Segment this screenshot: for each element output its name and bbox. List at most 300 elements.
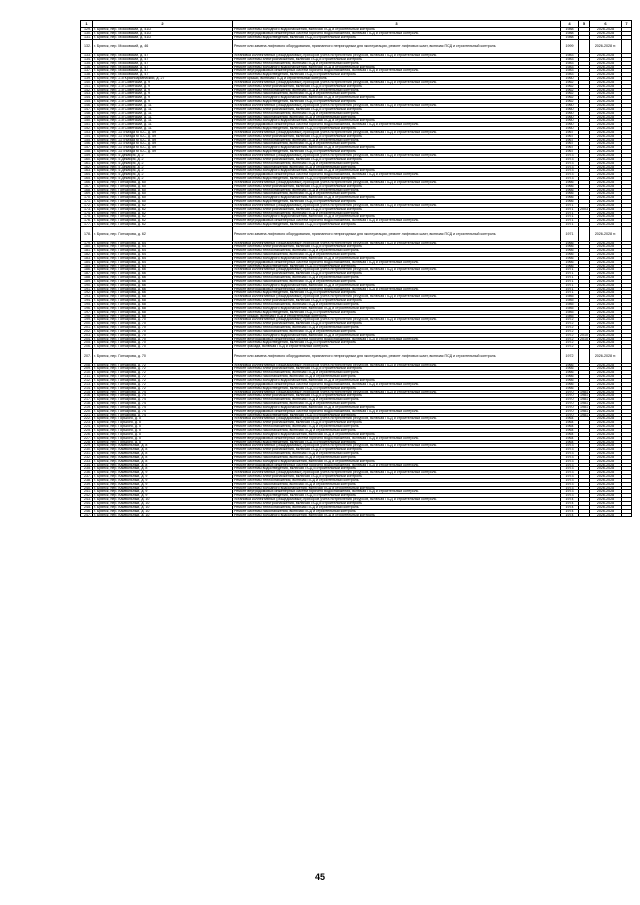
row-work-type: Ремонт системы электроснабжения, включая ПСД и строительный контроль (233, 448, 561, 452)
row-address: г. Брянск, пер. 22 съезда КПСС, д. 59 (93, 146, 233, 150)
row-year-built: 1972 (561, 337, 579, 341)
row-work-type: Ремонт системы холодного водоснабжения, включая ПСД и строительный контроль (233, 379, 561, 383)
row-address: г. Брянск, пер. Камвольный, д. 9 (93, 490, 233, 494)
row-number: 188. (81, 276, 93, 280)
row-period: 2026-2028 гг. (590, 39, 622, 54)
row-year-built: 1985 (561, 303, 579, 307)
row-year-built: 1971 (561, 203, 579, 207)
row-year-built: 1971 (561, 283, 579, 287)
row-work-type: Установка коллективных (общедомовых) приборов учета потребления ресурсов, включая ПСД и строительный контроль (233, 318, 561, 322)
row-year-built: 1964 (561, 425, 579, 429)
row-work-type: Ремонт системы газоснабжения, включая ПСД и строительный контроль (233, 428, 561, 432)
row-work-type: Установка коллективных (общедомовых) приборов учета потребления ресурсов, включая ПСД и строительный контроль (233, 80, 561, 84)
row-year-repair: 2010 (580, 337, 588, 341)
row-address: г. Брянск, пер. Гончарова, д. 72 (93, 386, 233, 390)
row-year-built: 1972 (561, 349, 579, 364)
row-period: 2026-2028 (590, 138, 622, 142)
row-work-type: Ремонт системы газоснабжения, включая ПСД и строительный контроль (233, 165, 561, 169)
row-period: 2026-2028 (590, 413, 622, 417)
row-year-repair (579, 349, 590, 364)
row-address: г. Брянск, пер. Камвольный, д. 9 (93, 471, 233, 475)
row-year-repair: 1981 (580, 390, 588, 394)
row-year-built: 1971 (561, 207, 579, 211)
row-number: 193. (81, 295, 93, 299)
page-number: 45 (314, 872, 325, 882)
row-work-type: Ремонт системы электроснабжения, включая ПСД и строительный контроль (233, 421, 561, 425)
row-work-type: Ремонт системы теплоснабжения, включая ПСД и строительный контроль (233, 249, 561, 253)
row-address: г. Брянск, пер. Гончарова, д. 64 (93, 256, 233, 260)
row-number: 187. (81, 272, 93, 276)
row-address: г. Брянск, пер. 22 съезда КПСС, д. 59 (93, 142, 233, 146)
row-work-type: Ремонт внутридомовых инженерных систем горячего водоснабжения, включая ПСД и строительный контроль (233, 260, 561, 264)
row-period: 2026-2028 (590, 142, 622, 146)
col-header-period: 6 (590, 21, 622, 28)
row-year-built: 1972 (561, 329, 579, 333)
row-address: г. Брянск, пер. Камвольный, д. 10 (93, 498, 233, 502)
row-number: 214. (81, 386, 93, 390)
row-year-built: 1971 (561, 211, 579, 215)
row-period: 2026-2028 (590, 157, 622, 161)
row-period: 2026-2028 (590, 333, 622, 337)
row-number: 166. (81, 180, 93, 184)
row-work-type: Установка коллективных (общедомовых) приборов учета потребления ресурсов, включая ПСД и строительный контроль (233, 390, 561, 394)
row-year-built: 1966 (561, 256, 579, 260)
row-period: 2026-2028 (590, 363, 622, 367)
col-header-year-repair: 5 (579, 21, 590, 28)
row-number: 209. (81, 367, 93, 371)
row-year-built: 1973 (561, 448, 579, 452)
row-number: 227. (81, 436, 93, 440)
row-work-type: Ремонт системы теплоснабжения, включая ПСД и строительный контроль (233, 161, 561, 165)
row-address: г. Брянск, пер. Гончарова, д. 72 (93, 382, 233, 386)
row-work-type: Ремонт системы холодного водоснабжения, включая ПСД и строительный контроль (233, 486, 561, 490)
row-period: 2026-2028 (590, 165, 622, 169)
row-year-built: 1974 (561, 513, 579, 517)
row-address: г. Брянск, пер. Гончарова, д. 74 (93, 390, 233, 394)
row-year-built: 1972 (561, 318, 579, 322)
row-address: г. Брянск, пер. Гончарова, д. 66 (93, 272, 233, 276)
row-year-built: 1960 (561, 127, 579, 131)
row-number: 244. (81, 502, 93, 506)
row-number: 192. (81, 291, 93, 295)
row-number: 232. (81, 455, 93, 459)
row-work-type: Установка коллективных (общедомовых) приборов учета потребления ресурсов, включая ПСД и строительный контроль (233, 363, 561, 367)
row-number: 148. (81, 111, 93, 115)
row-period: 2026-2028 (590, 130, 622, 134)
row-year-repair: 2010 (580, 333, 588, 337)
row-year-built: 1966 (561, 379, 579, 383)
row-address: г. Брянск, пер. Гончарова, д. 66 (93, 279, 233, 283)
row-year-built: 1974 (561, 498, 579, 502)
row-address: г. Брянск, пер. Гончарова, д. 64 (93, 241, 233, 245)
row-work-type: Ремонт внутридомовых инженерных систем горячего водоснабжения, включая ПСД и строительный контроль (233, 436, 561, 440)
row-work-type: Ремонт системы теплоснабжения, включая ПСД и строительный контроль (233, 326, 561, 330)
row-address: г. Брянск, пер. Камвольный, д. 8 (93, 467, 233, 471)
row-work-type: Ремонт внутридомовых инженерных систем горячего водоснабжения, включая ПСД и строительный контроль (233, 490, 561, 494)
row-work-type: Ремонт системы водоотведения, включая ПСД и строительный контроль (233, 291, 561, 295)
row-period: 2026-2028 (590, 478, 622, 482)
row-year-built: 1983 (561, 73, 579, 77)
row-period: 2026-2028 (590, 188, 622, 192)
row-work-type: Ремонт системы водоотведения, включая ПСД и строительный контроль (233, 264, 561, 268)
row-number: 159. (81, 153, 93, 157)
row-period: 2026-2028 (590, 405, 622, 409)
row-period: 2026-2028 (590, 31, 622, 35)
row-address: г. Брянск, пер. Гончарова, д. 60 (93, 192, 233, 196)
row-year-built: 1970 (561, 390, 579, 394)
row-work-type: Ремонт системы газоснабжения, включая ПСД и строительный контроль (233, 482, 561, 486)
row-year-built: 1983 (561, 65, 579, 69)
row-address: г. Брянск, пер. 2-й Советский, д. 9 (93, 84, 233, 88)
row-year-built: 1971 (561, 227, 579, 242)
row-period: 2026-2028 (590, 203, 622, 207)
row-address: г. Брянск, пер. Гончарова, д. 66 (93, 276, 233, 280)
row-work-type: Ремонт системы водоотведения, включая ПСД и строительный контроль (233, 150, 561, 154)
row-number: 219. (81, 405, 93, 409)
row-work-type: Установка коллективных (общедомовых) приборов учета потребления ресурсов, включая ПСД и строительный контроль (233, 268, 561, 272)
row-work-type: Ремонт системы газоснабжения, включая ПСД и строительный контроль (233, 253, 561, 257)
row-work-type: Ремонт системы теплоснабжения, включая ПСД и строительный контроль (233, 452, 561, 456)
row-year-built: 1999 (561, 39, 579, 54)
row-number: 131. (81, 35, 93, 39)
row-period: 2026-2028 (590, 299, 622, 303)
row-work-type: Ремонт системы электроснабжения, включая ПСД и строительный контроль (233, 57, 561, 61)
table-row (81, 227, 632, 242)
row-address: г. Брянск, пер. 5 Декабря, д. 2 (93, 161, 233, 165)
row-number: 224. (81, 425, 93, 429)
row-work-type: Ремонт системы водоотведения, включая ПСД и строительный контроль (233, 494, 561, 498)
row-period: 2026-2028 (590, 276, 622, 280)
row-number: 143. (81, 92, 93, 96)
row-number: 223. (81, 421, 93, 425)
row-address: г. Брянск, пер. Камвольный, д. 8 (93, 459, 233, 463)
row-period: 2026-2028 (590, 123, 622, 127)
row-period: 2026-2028 (590, 260, 622, 264)
row-year-built: 1974 (561, 502, 579, 506)
row-year-built: 1967 (561, 142, 579, 146)
row-address: г. Брянск, пер. Гончарова, д. 68 (93, 299, 233, 303)
row-year-built: 1964 (561, 436, 579, 440)
row-work-type: Ремонт системы теплоснабжения, включая ПСД и строительный контроль (233, 88, 561, 92)
row-period: 2026-2028 (590, 436, 622, 440)
row-number: 147. (81, 107, 93, 111)
row-year-built: 1964 (561, 440, 579, 444)
row-address: г. Брянск, пер. Камвольный, д. 9 (93, 482, 233, 486)
row-number: 130. (81, 31, 93, 35)
row-address: г. Брянск, пер. Горького, д. 5 (93, 436, 233, 440)
row-address: г. Брянск, пер. Горького, д. 5 (93, 421, 233, 425)
row-period: 2026-2028 (590, 310, 622, 314)
row-work-type: Ремонт системы водоотведения, включая ПСД и строительный контроль (233, 440, 561, 444)
row-year-built: 1966 (561, 386, 579, 390)
row-period: 2026-2028 (590, 379, 622, 383)
row-number: 211. (81, 375, 93, 379)
row-work-type: Ремонт системы электроснабжения, включая ПСД и строительный контроль (233, 134, 561, 138)
row-number: 162. (81, 165, 93, 169)
row-period: 2026-2028 (590, 134, 622, 138)
row-work-type: Ремонт системы электроснабжения, включая ПСД и строительный контроль (233, 184, 561, 188)
row-year-built: 1972 (561, 345, 579, 349)
row-address: г. Брянск, пер. Московский, д. 47 (93, 69, 233, 73)
row-year-built: 1967 (561, 130, 579, 134)
row-work-type: Ремонт системы холодного водоснабжения, включая ПСД и строительный контроль (233, 146, 561, 150)
row-period: 2026-2028 (590, 425, 622, 429)
row-period: 2026-2028 (590, 256, 622, 260)
row-work-type: Ремонт крыши, включая ПСД и строительный контроль (233, 314, 561, 318)
row-address: г. Брянск, пер. 5 Декабря, д. 2 (93, 157, 233, 161)
row-period: 2026-2028 (590, 84, 622, 88)
row-work-type: Ремонт системы электроснабжения, включая ПСД и строительный контроль (233, 367, 561, 371)
row-period: 2026-2028 (590, 498, 622, 502)
row-address: г. Брянск, пер. Камвольный, д. 9 (93, 475, 233, 479)
row-work-type: Ремонт системы газоснабжения, включая ПСД и строительный контроль (233, 115, 561, 119)
row-address: г. Брянск, пер. 2-й Советский, д. 9 (93, 92, 233, 96)
row-address: г. Брянск, пер. Гончарова, д. 62 (93, 215, 233, 219)
row-work-type: Ремонт системы холодного водоснабжения, включая ПСД и строительный контроль (233, 215, 561, 219)
row-address: г. Брянск, пер. Московский, д. 47 (93, 65, 233, 69)
row-address: г. Брянск, пер. 2-й Советский, д. 11 (93, 123, 233, 127)
row-address: г. Брянск, пер. Гончарова, д. 66 (93, 283, 233, 287)
row-year-built: 1966 (561, 264, 579, 268)
row-number: 237. (81, 475, 93, 479)
row-year-built: 1973 (561, 490, 579, 494)
row-year-built: 1970 (561, 409, 579, 413)
row-period: 2026-2028 (590, 509, 622, 513)
row-address: г. Брянск, пер. 2-й Советский, д. 11 (93, 104, 233, 108)
row-year-built: 1970 (561, 413, 579, 417)
row-address: г. Брянск, пер. Гончарова, д. 74 (93, 402, 233, 406)
row-year-built: 1966 (561, 371, 579, 375)
row-period: 2026-2028 (590, 153, 622, 157)
row-number: 144. (81, 96, 93, 100)
row-year-built: 1964 (561, 432, 579, 436)
row-address: г. Брянск, пер. Московский, д. 41/2 (93, 31, 233, 35)
row-year-built: 1973 (561, 486, 579, 490)
row-address: г. Брянск, пер. Камвольный, д. 8 (93, 444, 233, 448)
row-year-repair: 1981 (580, 397, 588, 402)
row-year-built: 1960 (561, 104, 579, 108)
row-year-built: 1967 (561, 134, 579, 138)
row-number: 215. (81, 390, 93, 394)
row-address: г. Брянск, пер. Горького, д. 5 (93, 425, 233, 429)
row-period: 2026-2028 (590, 219, 622, 223)
row-address: г. Брянск, пер. 5 Декабря, д. 2 (93, 153, 233, 157)
row-period: 2026-2028 (590, 505, 622, 509)
row-period: 2026-2028 (590, 318, 622, 322)
row-year-repair (579, 513, 590, 517)
col-header-address: 2 (93, 21, 233, 28)
row-number: 153. (81, 130, 93, 134)
row-period: 2026-2028 (590, 341, 622, 345)
row-year-built: 1964 (561, 417, 579, 421)
row-address: г. Брянск, пер. 2-й Советский, д. 9 (93, 88, 233, 92)
row-address: г. Брянск, пер. 22 съезда КПСС, д. 59 (93, 134, 233, 138)
row-address: г. Брянск, пер. Гончарова, д. 60 (93, 180, 233, 184)
row-number: 204. (81, 337, 93, 341)
row-work-type: Ремонт крыши, включая ПСД и строительный контроль (233, 77, 561, 81)
row-work-type: Установка коллективных (общедомовых) приборов учета потребления ресурсов, включая ПСД и строительный контроль (233, 153, 561, 157)
row-period: 2026-2028 (590, 28, 622, 32)
row-address: г. Брянск, пер. 2-й Советский, д. 9 (93, 96, 233, 100)
row-period: 2026-2028 (590, 475, 622, 479)
row-work-type: Ремонт системы газоснабжения, включая ПСД и строительный контроль (233, 142, 561, 146)
row-period: 2026-2028 гг. (590, 349, 622, 364)
row-number: 150. (81, 119, 93, 123)
row-period: 2026-2028 (590, 444, 622, 448)
row-period: 2026-2028 (590, 386, 622, 390)
row-year-built: 1967 (561, 150, 579, 154)
row-number: 156. (81, 142, 93, 146)
row-number: 213. (81, 382, 93, 386)
row-work-type: Ремонт внутридомовых инженерных систем горячего водоснабжения, включая ПСД и строительный контроль (233, 337, 561, 341)
row-period: 2026-2028 (590, 421, 622, 425)
row-year-built: 1985 (561, 310, 579, 314)
row-number: 198. (81, 314, 93, 318)
row-address: г. Брянск, пер. Московский, д. 47 (93, 61, 233, 65)
row-year-built: 1966 (561, 192, 579, 196)
row-work-type: Ремонт системы холодного водоснабжения, включая ПСД и строительный контроль (233, 405, 561, 409)
row-period: 2026-2028 (590, 207, 622, 211)
row-year-repair: 1981 (580, 409, 588, 413)
row-period: 2026-2028 (590, 326, 622, 330)
row-address: г. Брянск, пер. Камвольный, д. 9 (93, 486, 233, 490)
row-number: 142. (81, 88, 93, 92)
row-period: 2026-2028 (590, 241, 622, 245)
row-period: 2026-2028 (590, 452, 622, 456)
row-work-type: Ремонт системы водоотведения, включая ПСД и строительный контроль (233, 127, 561, 131)
row-address: г. Брянск, пер. Гончарова, д. 74 (93, 398, 233, 402)
table-row (81, 39, 632, 54)
row-number: 129. (81, 28, 93, 32)
row-period: 2026-2028 (590, 459, 622, 463)
row-period: 2026-2028 (590, 69, 622, 73)
row-year-built: 1983 (561, 57, 579, 61)
row-period: 2026-2028 (590, 494, 622, 498)
row-number: 245. (81, 505, 93, 509)
row-work-type: Ремонт системы водоотведения, включая ПСД и строительный контроль (233, 73, 561, 77)
row-period: 2026-2028 (590, 287, 622, 291)
row-year-built: 1970 (561, 402, 579, 406)
row-period: 2026-2028 (590, 177, 622, 181)
row-number: 181. (81, 249, 93, 253)
row-period: 2026-2028 (590, 390, 622, 394)
row-period: 2026-2028 (590, 92, 622, 96)
row-work-type: Установка коллективных (общедомовых) приборов учета потребления ресурсов, включая ПСД и строительный контроль (233, 54, 561, 58)
row-address: г. Брянск, пер. Московский, д. 41/2 (93, 28, 233, 32)
row-number: 167. (81, 184, 93, 188)
row-year-repair: 1981 (580, 401, 588, 406)
row-number: 246. (81, 509, 93, 513)
row-number: 220. (81, 409, 93, 413)
row-year-repair: 2003 (580, 207, 588, 211)
row-year-built: 1988 (561, 28, 579, 32)
row-period: 2026-2028 (590, 490, 622, 494)
row-number: 206. (81, 345, 93, 349)
row-year-repair: 1981 (580, 413, 588, 417)
row-period: 2026-2028 (590, 211, 622, 215)
row-number: 200. (81, 322, 93, 326)
row-number: 234. (81, 463, 93, 467)
row-period: 2026-2028 (590, 502, 622, 506)
row-period: 2026-2028 (590, 146, 622, 150)
row-work-type: Ремонт системы теплоснабжения, включая ПСД и строительный контроль (233, 371, 561, 375)
row-work-type: Установка коллективных (общедомовых) приборов учета потребления ресурсов, включая ПСД и строительный контроль (233, 498, 561, 502)
row-work-type: Ремонт системы теплоснабжения, включая ПСД и строительный контроль (233, 505, 561, 509)
row-work-type: Ремонт системы электроснабжения, включая ПСД и строительный контроль (233, 84, 561, 88)
row-number: 217. (81, 398, 93, 402)
row-work-type: Ремонт системы холодного водоснабжения, включая ПСД и строительный контроль (233, 119, 561, 123)
row-year-built: 1971 (561, 291, 579, 295)
row-work-type: Ремонт системы электроснабжения, включая ПСД и строительный контроль (233, 157, 561, 161)
row-period: 2026-2028 (590, 303, 622, 307)
row-year-repair (579, 39, 590, 54)
row-number: 151. (81, 123, 93, 127)
row-number: 177. (81, 223, 93, 227)
row-year-built: 1971 (561, 268, 579, 272)
row-year-built: 1973 (561, 157, 579, 161)
row-number: 230. (81, 448, 93, 452)
row-address: г. Брянск, пер. 5 Декабря, д. 2 (93, 165, 233, 169)
row-period: 2026-2028 (590, 57, 622, 61)
row-work-type: Ремонт системы теплоснабжения, включая ПСД и строительный контроль (233, 111, 561, 115)
row-period: 2026-2028 (590, 88, 622, 92)
row-year-built: 1960 (561, 107, 579, 111)
row-work-type: Ремонт внутридомовых инженерных систем горячего водоснабжения, включая ПСД и строительный контроль (233, 219, 561, 223)
row-number: 190. (81, 283, 93, 287)
row-address: г. Брянск, пер. Гончарова, д. 68 (93, 303, 233, 307)
row-number: 182. (81, 253, 93, 257)
row-work-type: Установка коллективных (общедомовых) приборов учета потребления ресурсов, включая ПСД и строительный контроль (233, 241, 561, 245)
row-address: г. Брянск, пер. Гончарова, д. 60 (93, 188, 233, 192)
row-year-built: 1971 (561, 215, 579, 219)
row-address: г. Брянск, пер. Гончарова, д. 72 (93, 363, 233, 367)
row-address: г. Брянск, пер. 22 съезда КПСС, д. 59 (93, 150, 233, 154)
row-number: 212. (81, 379, 93, 383)
row-period: 2026-2028 (590, 279, 622, 283)
col-header-work-type: 3 (233, 21, 561, 28)
row-year-built: 1988 (561, 31, 579, 35)
row-address: г. Брянск, пер. Гончарова, д. 62 (93, 219, 233, 223)
row-year-built: 1973 (561, 463, 579, 467)
row-extra (622, 513, 632, 517)
program-table-page (80, 20, 631, 517)
row-number: 241. (81, 490, 93, 494)
row-period: 2026-2028 (590, 463, 622, 467)
row-number: 239. (81, 482, 93, 486)
row-number: 138. (81, 73, 93, 77)
row-period: 2026-2028 (590, 367, 622, 371)
row-number: 178. (81, 227, 93, 242)
row-year-built: 1970 (561, 398, 579, 402)
row-year-built: 1970 (561, 394, 579, 398)
row-period: 2026-2028 гг. (590, 227, 622, 242)
row-period: 2026-2028 (590, 482, 622, 486)
row-number: 218. (81, 402, 93, 406)
row-year-built: 1974 (561, 505, 579, 509)
row-number: 133. (81, 54, 93, 58)
row-address: г. Брянск, пер. Гончарова, д. 70 (93, 326, 233, 330)
row-work-type: Ремонт фасада, включая ПСД и строительный контроль (233, 345, 561, 349)
row-work-type: Ремонт системы теплоснабжения, включая ПСД и строительный контроль (233, 211, 561, 215)
row-work-type: Ремонт системы водоотведения, включая ПСД и строительный контроль (233, 35, 561, 39)
row-work-type: Ремонт внутридомовых инженерных систем горячего водоснабжения, включая ПСД и строительный контроль (233, 382, 561, 386)
row-address: г. Брянск, пер. Камвольный, д. 8 (93, 448, 233, 452)
row-period: 2026-2028 (590, 96, 622, 100)
row-number: 203. (81, 333, 93, 337)
row-work-type: Ремонт системы теплоснабжения, включая ПСД и строительный контроль (233, 425, 561, 429)
row-year-built: 1973 (561, 475, 579, 479)
row-address: г. Брянск, пер. 2-й Советский, д. 9 (93, 100, 233, 104)
